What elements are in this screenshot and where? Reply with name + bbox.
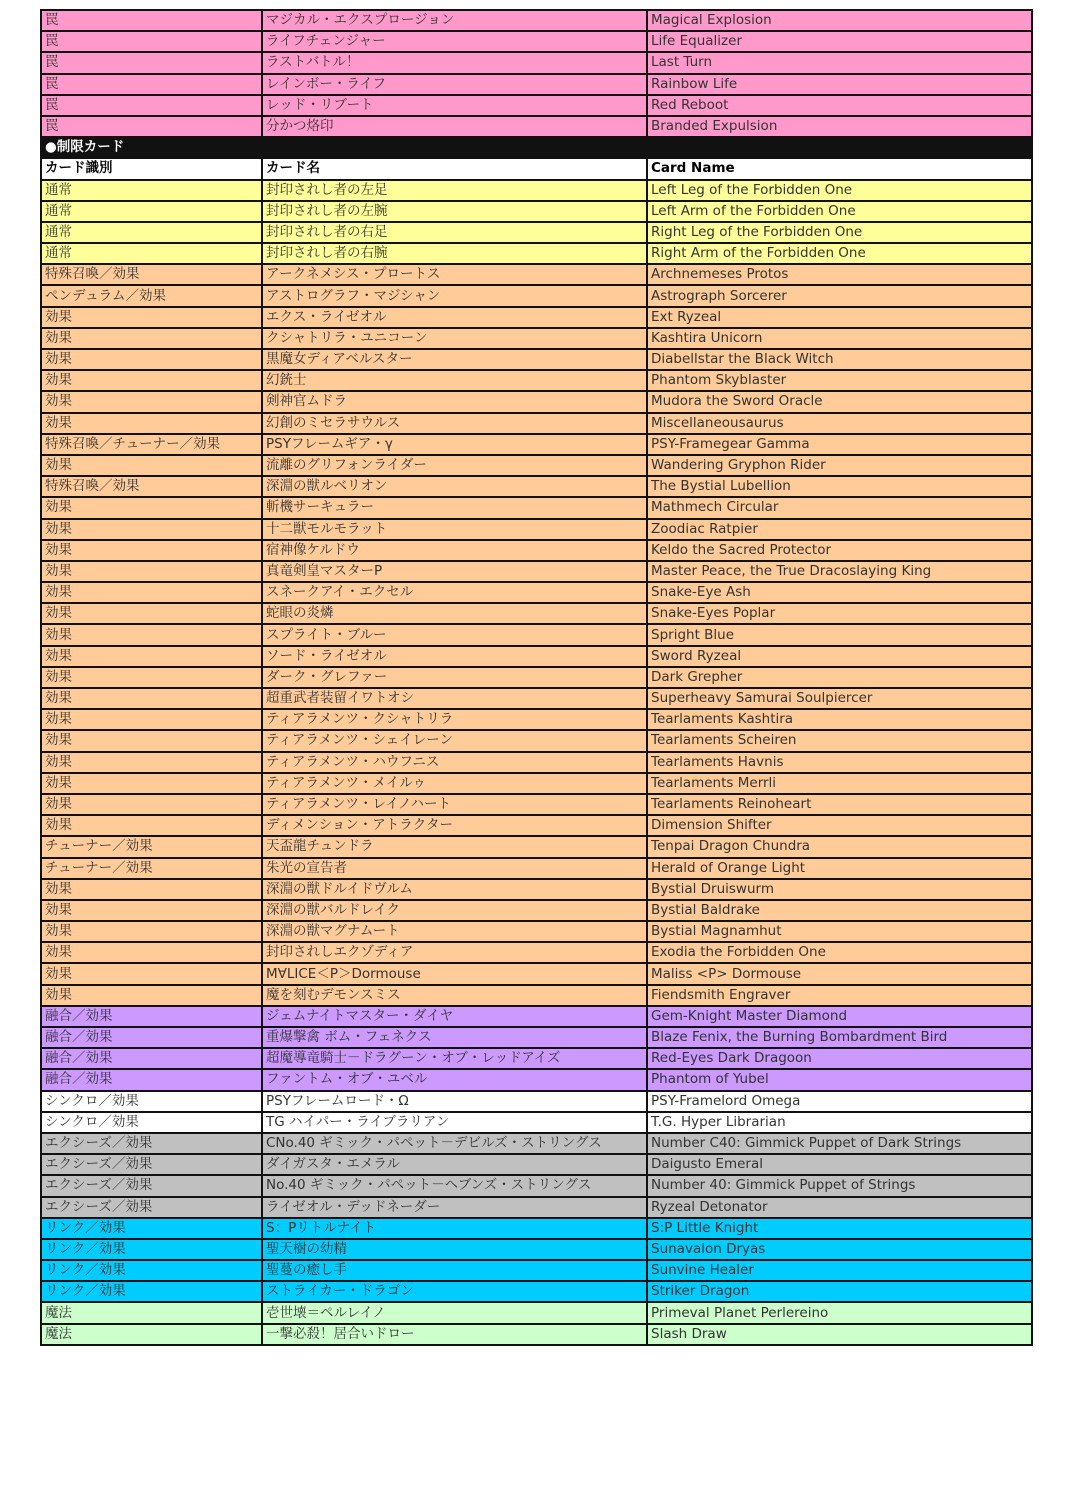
card-name-en-cell: Fiendsmith Engraver bbox=[647, 985, 1032, 1006]
card-type-cell: 効果 bbox=[41, 624, 262, 645]
card-type-cell: 効果 bbox=[41, 519, 262, 540]
table-row bbox=[41, 95, 1032, 116]
card-name-en-cell: Miscellaneousaurus bbox=[647, 413, 1032, 434]
card-name-jp-cell: 宿神像ケルドウ bbox=[262, 540, 647, 561]
card-type-cell: 効果 bbox=[41, 709, 262, 730]
card-name-en-cell: Ext Ryzeal bbox=[647, 307, 1032, 328]
table-row bbox=[41, 730, 1032, 751]
table-row bbox=[41, 52, 1032, 73]
card-type-cell: 魔法 bbox=[41, 1324, 262, 1345]
card-type-cell: 効果 bbox=[41, 391, 262, 412]
card-name-jp-cell: 封印されしエクゾディア bbox=[262, 942, 647, 963]
table-row bbox=[41, 582, 1032, 603]
card-name-en-cell: Bystial Magnamhut bbox=[647, 921, 1032, 942]
card-name-en-cell: Snake-Eye Ash bbox=[647, 582, 1032, 603]
table-row bbox=[41, 561, 1032, 582]
card-type-cell: 効果 bbox=[41, 921, 262, 942]
card-name-jp-cell: 幻銃士 bbox=[262, 370, 647, 391]
table-row bbox=[41, 1027, 1032, 1048]
card-name-en-cell: Daigusto Emeral bbox=[647, 1154, 1032, 1175]
card-type-cell: 融合／効果 bbox=[41, 1069, 262, 1090]
card-name-en-cell: Sunvine Healer bbox=[647, 1260, 1032, 1281]
card-name-en-cell: PSY-Framelord Omega bbox=[647, 1091, 1032, 1112]
card-type-cell: 効果 bbox=[41, 349, 262, 370]
table-row bbox=[41, 1218, 1032, 1239]
card-name-en-cell: Bystial Baldrake bbox=[647, 900, 1032, 921]
card-name-jp-cell: 壱世壊＝ペルレイノ bbox=[262, 1302, 647, 1323]
card-type-cell: 罠 bbox=[41, 95, 262, 116]
card-name-en-cell: Dimension Shifter bbox=[647, 815, 1032, 836]
card-name-jp-cell: アークネメシス・プロートス bbox=[262, 264, 647, 285]
card-name-jp-cell: ティアラメンツ・シェイレーン bbox=[262, 730, 647, 751]
card-name-en-cell: Blaze Fenix, the Burning Bombardment Bird bbox=[647, 1027, 1032, 1048]
card-name-jp-cell: CNo.40 ギミック・パペット－デビルズ・ストリングス bbox=[262, 1133, 647, 1154]
card-name-en-cell: Snake-Eyes Poplar bbox=[647, 603, 1032, 624]
table-row bbox=[41, 646, 1032, 667]
card-name-jp-cell: ティアラメンツ・ハウフニス bbox=[262, 752, 647, 773]
table-row bbox=[41, 434, 1032, 455]
card-name-jp-cell: 重爆撃禽 ボム・フェネクス bbox=[262, 1027, 647, 1048]
table-row bbox=[41, 709, 1032, 730]
table-row bbox=[41, 74, 1032, 95]
card-name-jp-cell: 斬機サーキュラー bbox=[262, 497, 647, 518]
card-type-cell: リンク／効果 bbox=[41, 1239, 262, 1260]
table-row bbox=[41, 624, 1032, 645]
card-name-en-cell: Number C40: Gimmick Puppet of Dark Strings bbox=[647, 1133, 1032, 1154]
table-row bbox=[41, 413, 1032, 434]
table-row bbox=[41, 222, 1032, 243]
table-row bbox=[41, 1112, 1032, 1133]
table-row bbox=[41, 31, 1032, 52]
card-name-en-cell: Striker Dragon bbox=[647, 1281, 1032, 1302]
card-name-jp-cell: 封印されし者の左足 bbox=[262, 180, 647, 201]
table-row bbox=[41, 900, 1032, 921]
card-name-jp-cell: 超重武者装留イワトオシ bbox=[262, 688, 647, 709]
table-row bbox=[41, 243, 1032, 264]
card-name-jp-cell: 深淵の獣ドルイドヴルム bbox=[262, 879, 647, 900]
card-name-en-cell: Zoodiac Ratpier bbox=[647, 519, 1032, 540]
section-title: ●制限カード bbox=[41, 137, 262, 158]
card-type-cell: シンクロ／効果 bbox=[41, 1112, 262, 1133]
card-name-jp-cell: ティアラメンツ・レイノハート bbox=[262, 794, 647, 815]
card-name-jp-cell: ソード・ライゼオル bbox=[262, 646, 647, 667]
card-name-jp-cell: マジカル・エクスプロージョン bbox=[262, 10, 647, 31]
card-type-cell: 罠 bbox=[41, 31, 262, 52]
card-name-en-cell: Tearlaments Merrli bbox=[647, 773, 1032, 794]
card-type-cell: エクシーズ／効果 bbox=[41, 1154, 262, 1175]
card-type-cell: 通常 bbox=[41, 180, 262, 201]
card-type-cell: 効果 bbox=[41, 900, 262, 921]
card-name-jp-cell: PSYフレームギア・γ bbox=[262, 434, 647, 455]
card-name-en-cell: Red Reboot bbox=[647, 95, 1032, 116]
card-name-en-cell: Bystial Druiswurm bbox=[647, 879, 1032, 900]
card-type-cell: 通常 bbox=[41, 201, 262, 222]
card-name-en-cell: Rainbow Life bbox=[647, 74, 1032, 95]
table-row bbox=[41, 1239, 1032, 1260]
card-name-jp-cell: エクス・ライゼオル bbox=[262, 307, 647, 328]
card-name-jp-cell: スネークアイ・エクセル bbox=[262, 582, 647, 603]
card-name-jp-cell: ディメンション・アトラクター bbox=[262, 815, 647, 836]
card-type-cell: 効果 bbox=[41, 773, 262, 794]
card-name-en-cell: Red-Eyes Dark Dragoon bbox=[647, 1048, 1032, 1069]
table-row bbox=[41, 1197, 1032, 1218]
card-name-en-cell: Mudora the Sword Oracle bbox=[647, 391, 1032, 412]
table-row bbox=[41, 497, 1032, 518]
card-name-jp-cell: 封印されし者の左腕 bbox=[262, 201, 647, 222]
column-header-row bbox=[41, 158, 1032, 179]
card-name-jp-cell: 分かつ烙印 bbox=[262, 116, 647, 137]
table-row bbox=[41, 1175, 1032, 1196]
card-name-en-cell: Slash Draw bbox=[647, 1324, 1032, 1345]
card-name-en-cell: Left Arm of the Forbidden One bbox=[647, 201, 1032, 222]
card-name-en-cell: Right Leg of the Forbidden One bbox=[647, 222, 1032, 243]
card-name-jp-cell: 蛇眼の炎燐 bbox=[262, 603, 647, 624]
card-name-jp-cell: 深淵の獣バルドレイク bbox=[262, 900, 647, 921]
card-name-en-cell: Tearlaments Havnis bbox=[647, 752, 1032, 773]
card-type-cell: 効果 bbox=[41, 688, 262, 709]
card-type-cell: 罠 bbox=[41, 74, 262, 95]
card-type-cell: 効果 bbox=[41, 582, 262, 603]
card-type-cell: 魔法 bbox=[41, 1302, 262, 1323]
card-name-en-cell: Left Leg of the Forbidden One bbox=[647, 180, 1032, 201]
table-row bbox=[41, 349, 1032, 370]
header-en-name: Card Name bbox=[647, 158, 1032, 179]
card-name-jp-cell: 天盃龍チュンドラ bbox=[262, 836, 647, 857]
card-name-jp-cell: 超魔導竜騎士－ドラグーン・オブ・レッドアイズ bbox=[262, 1048, 647, 1069]
card-type-cell: 効果 bbox=[41, 307, 262, 328]
card-name-jp-cell: 深淵の獣ルベリオン bbox=[262, 476, 647, 497]
card-type-cell: 効果 bbox=[41, 879, 262, 900]
card-type-cell: 融合／効果 bbox=[41, 1048, 262, 1069]
table-row bbox=[41, 879, 1032, 900]
table-row bbox=[41, 752, 1032, 773]
card-type-cell: 効果 bbox=[41, 561, 262, 582]
table-row bbox=[41, 307, 1032, 328]
card-name-en-cell: Master Peace, the True Dracoslaying King bbox=[647, 561, 1032, 582]
card-type-cell: 効果 bbox=[41, 730, 262, 751]
card-name-en-cell: Right Arm of the Forbidden One bbox=[647, 243, 1032, 264]
table-row bbox=[41, 985, 1032, 1006]
card-name-jp-cell: 魔を刻むデモンスミス bbox=[262, 985, 647, 1006]
card-type-cell: 効果 bbox=[41, 794, 262, 815]
card-name-jp-cell: 深淵の獣マグナムート bbox=[262, 921, 647, 942]
card-name-jp-cell: 封印されし者の右足 bbox=[262, 222, 647, 243]
card-name-en-cell: Superheavy Samurai Soulpiercer bbox=[647, 688, 1032, 709]
table-row bbox=[41, 858, 1032, 879]
card-name-en-cell: The Bystial Lubellion bbox=[647, 476, 1032, 497]
card-type-cell: 通常 bbox=[41, 243, 262, 264]
section-blank bbox=[262, 137, 647, 158]
limited-card-rows bbox=[41, 180, 1032, 1345]
card-name-jp-cell: 一撃必殺！居合いドロー bbox=[262, 1324, 647, 1345]
card-type-cell: 罠 bbox=[41, 116, 262, 137]
card-type-cell: 通常 bbox=[41, 222, 262, 243]
card-name-en-cell: Dark Grepher bbox=[647, 667, 1032, 688]
card-name-jp-cell: M∀LICE＜P＞Dormouse bbox=[262, 963, 647, 984]
card-type-cell: 効果 bbox=[41, 455, 262, 476]
table-row bbox=[41, 1302, 1032, 1323]
table-row bbox=[41, 1324, 1032, 1345]
card-type-cell: 効果 bbox=[41, 646, 262, 667]
card-type-cell: 効果 bbox=[41, 985, 262, 1006]
table-row bbox=[41, 942, 1032, 963]
header-jp-name: カード名 bbox=[262, 158, 647, 179]
card-name-en-cell: Phantom Skyblaster bbox=[647, 370, 1032, 391]
card-name-jp-cell: ストライカー・ドラゴン bbox=[262, 1281, 647, 1302]
card-name-en-cell: Tenpai Dragon Chundra bbox=[647, 836, 1032, 857]
table-row bbox=[41, 667, 1032, 688]
card-name-jp-cell: スプライト・ブルー bbox=[262, 624, 647, 645]
card-name-en-cell: Spright Blue bbox=[647, 624, 1032, 645]
card-type-cell: エクシーズ／効果 bbox=[41, 1197, 262, 1218]
table-row bbox=[41, 794, 1032, 815]
card-type-cell: エクシーズ／効果 bbox=[41, 1175, 262, 1196]
card-name-en-cell: Diabellstar the Black Witch bbox=[647, 349, 1032, 370]
card-name-en-cell: Mathmech Circular bbox=[647, 497, 1032, 518]
card-name-en-cell: Ryzeal Detonator bbox=[647, 1197, 1032, 1218]
table-row bbox=[41, 963, 1032, 984]
table-row bbox=[41, 1069, 1032, 1090]
table-row bbox=[41, 1048, 1032, 1069]
card-type-cell: 融合／効果 bbox=[41, 1027, 262, 1048]
card-name-jp-cell: ティアラメンツ・クシャトリラ bbox=[262, 709, 647, 730]
card-name-en-cell: Number 40: Gimmick Puppet of Strings bbox=[647, 1175, 1032, 1196]
card-name-jp-cell: ライゼオル・デッドネーダー bbox=[262, 1197, 647, 1218]
card-name-en-cell: Wandering Gryphon Rider bbox=[647, 455, 1032, 476]
card-name-en-cell: Kashtira Unicorn bbox=[647, 328, 1032, 349]
card-type-cell: 効果 bbox=[41, 752, 262, 773]
card-type-cell: リンク／効果 bbox=[41, 1260, 262, 1281]
card-name-jp-cell: S：Pリトルナイト bbox=[262, 1218, 647, 1239]
card-name-en-cell: Phantom of Yubel bbox=[647, 1069, 1032, 1090]
card-name-en-cell: Tearlaments Reinoheart bbox=[647, 794, 1032, 815]
card-type-cell: リンク／効果 bbox=[41, 1218, 262, 1239]
table-row bbox=[41, 773, 1032, 794]
card-type-cell: 効果 bbox=[41, 963, 262, 984]
card-name-en-cell: Tearlaments Scheiren bbox=[647, 730, 1032, 751]
card-name-jp-cell: 十二獣モルモラット bbox=[262, 519, 647, 540]
card-name-jp-cell: ダーク・グレファー bbox=[262, 667, 647, 688]
card-name-jp-cell: 聖天樹の幼精 bbox=[262, 1239, 647, 1260]
table-row bbox=[41, 476, 1032, 497]
card-name-en-cell: Tearlaments Kashtira bbox=[647, 709, 1032, 730]
card-name-en-cell: Life Equalizer bbox=[647, 31, 1032, 52]
card-name-en-cell: Keldo the Sacred Protector bbox=[647, 540, 1032, 561]
card-name-jp-cell: TG ハイパー・ライブラリアン bbox=[262, 1112, 647, 1133]
card-type-cell: 罠 bbox=[41, 10, 262, 31]
card-type-cell: 効果 bbox=[41, 603, 262, 624]
table-row bbox=[41, 370, 1032, 391]
card-type-cell: 罠 bbox=[41, 52, 262, 73]
card-name-jp-cell: ティアラメンツ・メイルゥ bbox=[262, 773, 647, 794]
card-list-table bbox=[40, 9, 1033, 1346]
card-name-jp-cell: 聖蔓の癒し手 bbox=[262, 1260, 647, 1281]
card-name-en-cell: Exodia the Forbidden One bbox=[647, 942, 1032, 963]
card-name-jp-cell: レインボー・ライフ bbox=[262, 74, 647, 95]
card-name-en-cell: T.G. Hyper Librarian bbox=[647, 1112, 1032, 1133]
table-row bbox=[41, 201, 1032, 222]
table-row bbox=[41, 264, 1032, 285]
card-name-jp-cell: 幻創のミセラサウルス bbox=[262, 413, 647, 434]
table-row bbox=[41, 519, 1032, 540]
card-type-cell: 特殊召喚／チューナー／効果 bbox=[41, 434, 262, 455]
card-name-jp-cell: No.40 ギミック・パペット－ヘブンズ・ストリングス bbox=[262, 1175, 647, 1196]
card-type-cell: 効果 bbox=[41, 667, 262, 688]
table-row bbox=[41, 815, 1032, 836]
table-row bbox=[41, 391, 1032, 412]
card-type-cell: 融合／効果 bbox=[41, 1006, 262, 1027]
table-row bbox=[41, 1133, 1032, 1154]
card-name-en-cell: Branded Expulsion bbox=[647, 116, 1032, 137]
card-name-en-cell: Sunavalon Dryas bbox=[647, 1239, 1032, 1260]
table-row bbox=[41, 180, 1032, 201]
table-row bbox=[41, 285, 1032, 306]
table-row bbox=[41, 836, 1032, 857]
section-header bbox=[41, 137, 1032, 179]
card-name-en-cell: PSY-Framegear Gamma bbox=[647, 434, 1032, 455]
card-name-jp-cell: クシャトリラ・ユニコーン bbox=[262, 328, 647, 349]
card-type-cell: 効果 bbox=[41, 540, 262, 561]
card-type-cell: 効果 bbox=[41, 328, 262, 349]
table-row bbox=[41, 1091, 1032, 1112]
card-name-en-cell: Archnemeses Protos bbox=[647, 264, 1032, 285]
card-name-jp-cell: 朱光の宣告者 bbox=[262, 858, 647, 879]
card-name-jp-cell: アストログラフ・マジシャン bbox=[262, 285, 647, 306]
table-row bbox=[41, 1260, 1032, 1281]
card-name-en-cell: Maliss <P> Dormouse bbox=[647, 963, 1032, 984]
header-type: カード識別 bbox=[41, 158, 262, 179]
card-name-en-cell: Astrograph Sorcerer bbox=[647, 285, 1032, 306]
table-row bbox=[41, 10, 1032, 31]
card-type-cell: 特殊召喚／効果 bbox=[41, 476, 262, 497]
table-row bbox=[41, 116, 1032, 137]
card-name-jp-cell: 流離のグリフォンライダー bbox=[262, 455, 647, 476]
card-type-cell: 効果 bbox=[41, 815, 262, 836]
card-name-jp-cell: 黒魔女ディアベルスター bbox=[262, 349, 647, 370]
card-name-jp-cell: ライフチェンジャー bbox=[262, 31, 647, 52]
card-name-jp-cell: PSYフレームロード・Ω bbox=[262, 1091, 647, 1112]
table-row bbox=[41, 688, 1032, 709]
section-title-row bbox=[41, 137, 1032, 158]
card-name-en-cell: Gem-Knight Master Diamond bbox=[647, 1006, 1032, 1027]
section-blank bbox=[647, 137, 1032, 158]
table-row bbox=[41, 921, 1032, 942]
card-type-cell: エクシーズ／効果 bbox=[41, 1133, 262, 1154]
card-name-jp-cell: ジェムナイトマスター・ダイヤ bbox=[262, 1006, 647, 1027]
card-type-cell: 効果 bbox=[41, 942, 262, 963]
card-type-cell: 効果 bbox=[41, 370, 262, 391]
card-name-en-cell: Last Turn bbox=[647, 52, 1032, 73]
table-row bbox=[41, 1006, 1032, 1027]
table-row bbox=[41, 328, 1032, 349]
card-name-jp-cell: ラストバトル！ bbox=[262, 52, 647, 73]
table-row bbox=[41, 455, 1032, 476]
table-row bbox=[41, 603, 1032, 624]
card-name-en-cell: Primeval Planet Perlereino bbox=[647, 1302, 1032, 1323]
card-type-cell: 効果 bbox=[41, 413, 262, 434]
trap-rows bbox=[41, 10, 1032, 137]
card-name-jp-cell: ファントム・オブ・ユベル bbox=[262, 1069, 647, 1090]
card-name-jp-cell: 剣神官ムドラ bbox=[262, 391, 647, 412]
card-type-cell: 効果 bbox=[41, 497, 262, 518]
table-row bbox=[41, 540, 1032, 561]
card-name-en-cell: Herald of Orange Light bbox=[647, 858, 1032, 879]
card-type-cell: ペンデュラム／効果 bbox=[41, 285, 262, 306]
card-type-cell: リンク／効果 bbox=[41, 1281, 262, 1302]
card-name-jp-cell: 真竜剣皇マスターP bbox=[262, 561, 647, 582]
card-type-cell: 特殊召喚／効果 bbox=[41, 264, 262, 285]
card-type-cell: シンクロ／効果 bbox=[41, 1091, 262, 1112]
card-name-jp-cell: ダイガスタ・エメラル bbox=[262, 1154, 647, 1175]
card-type-cell: チューナー／効果 bbox=[41, 858, 262, 879]
card-name-jp-cell: 封印されし者の右腕 bbox=[262, 243, 647, 264]
card-name-en-cell: S:P Little Knight bbox=[647, 1218, 1032, 1239]
table-row bbox=[41, 1154, 1032, 1175]
card-name-jp-cell: レッド・リブート bbox=[262, 95, 647, 116]
table-row bbox=[41, 1281, 1032, 1302]
card-name-en-cell: Magical Explosion bbox=[647, 10, 1032, 31]
card-type-cell: チューナー／効果 bbox=[41, 836, 262, 857]
card-name-en-cell: Sword Ryzeal bbox=[647, 646, 1032, 667]
